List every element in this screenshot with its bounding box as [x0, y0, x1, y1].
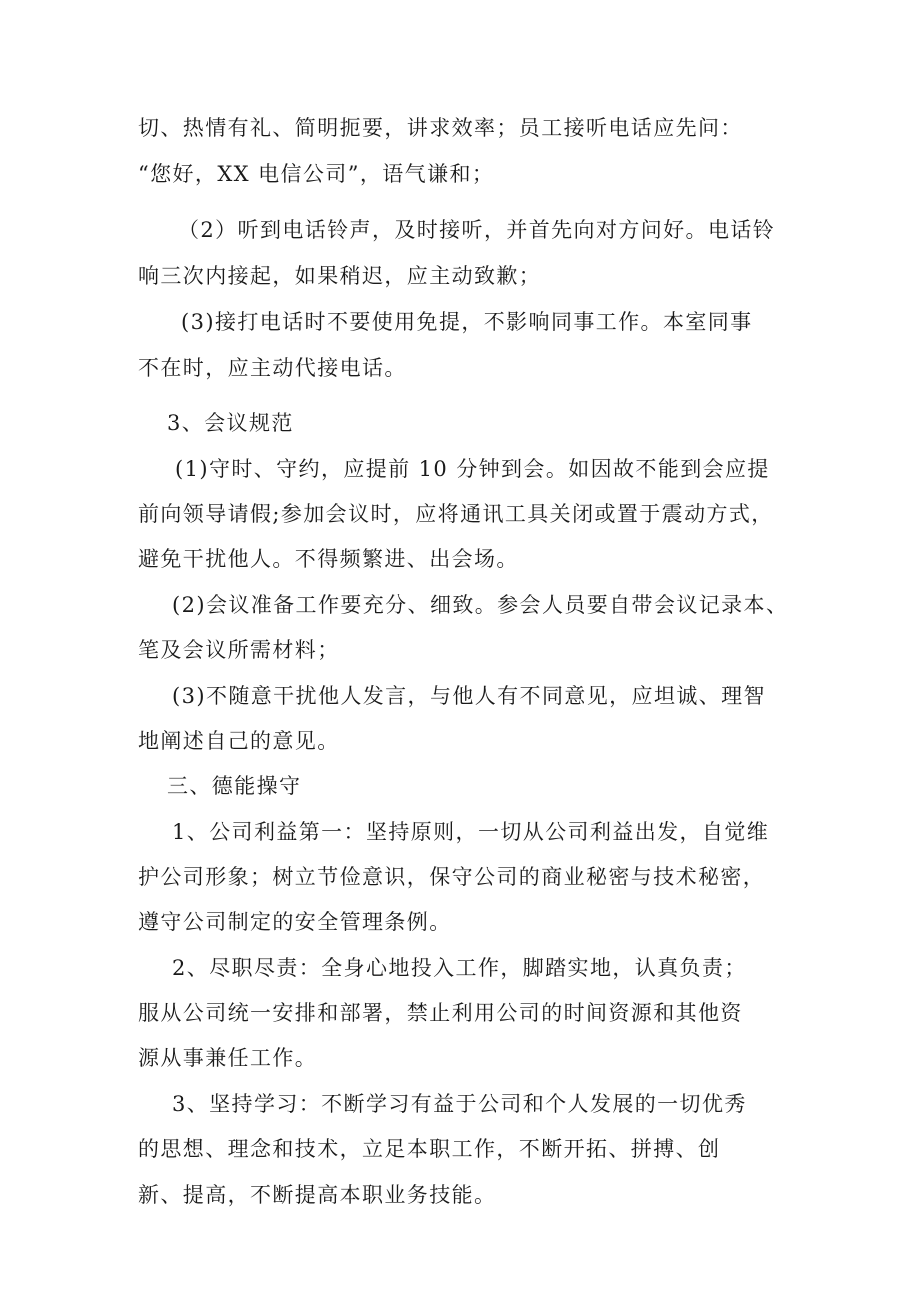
paragraph-line: 遵守公司制定的安全管理条例。 [138, 910, 452, 934]
paragraph-line: 源从事兼任工作。 [138, 1046, 318, 1070]
paragraph-line: 的思想、理念和技术，立足本职工作，不断开拓、拼搏、创 [138, 1137, 721, 1161]
paragraph-line: 避免干扰他人。不得频繁进、出会场。 [138, 547, 519, 571]
paragraph-line: 切、热情有礼、简明扼要，讲求效率；员工接听电话应先问： [138, 116, 743, 140]
paragraph-line: 不在时，应主动代接电话。 [138, 356, 407, 380]
paragraph-line: 响三次内接起，如果稍迟，应主动致歉； [138, 264, 542, 288]
section-heading: 3、会议规范 [167, 411, 294, 435]
paragraph-line: (3)接打电话时不要使用免提，不影响同事工作。本室同事 [181, 310, 753, 334]
paragraph-line: （2）听到电话铃声，及时接听，并首先向对方问好。电话铃 [178, 218, 776, 242]
paragraph-line: 服从公司统一安排和部署，禁止利用公司的时间资源和其他资 [138, 1001, 743, 1025]
chapter-heading: 三、德能操守 [167, 774, 302, 798]
paragraph-line: 前向领导请假;参加会议时，应将通讯工具关闭或置于震动方式， [138, 502, 774, 526]
paragraph-line: (3)不随意干扰他人发言，与他人有不同意见，应坦诚、理智 [172, 684, 766, 708]
paragraph-line: (2)会议准备工作要充分、细致。参会人员要自带会议记录本、 [172, 593, 789, 617]
paragraph-line: 笔及会议所需材料； [138, 638, 340, 662]
paragraph-line: (1)守时、守约，应提前 10 分钟到会。如因故不能到会应提 [175, 457, 770, 481]
paragraph-line: 地阐述自己的意见。 [138, 729, 340, 753]
paragraph-line: 2、尽职尽责：全身心地投入工作，脚踏实地，认真负责； [172, 956, 747, 980]
paragraph-line: 新、提高，不断提高本职业务技能。 [138, 1183, 497, 1207]
paragraph-line: 3、坚持学习：不断学习有益于公司和个人发展的一切优秀 [172, 1092, 747, 1116]
paragraph-line: 护公司形象；树立节俭意识，保守公司的商业秘密与技术秘密， [138, 865, 766, 889]
paragraph-line: “您好，XX 电信公司”，语气谦和； [138, 162, 495, 186]
paragraph-line: 1、公司利益第一：坚持原则，一切从公司利益出发，自觉维 [172, 820, 770, 844]
